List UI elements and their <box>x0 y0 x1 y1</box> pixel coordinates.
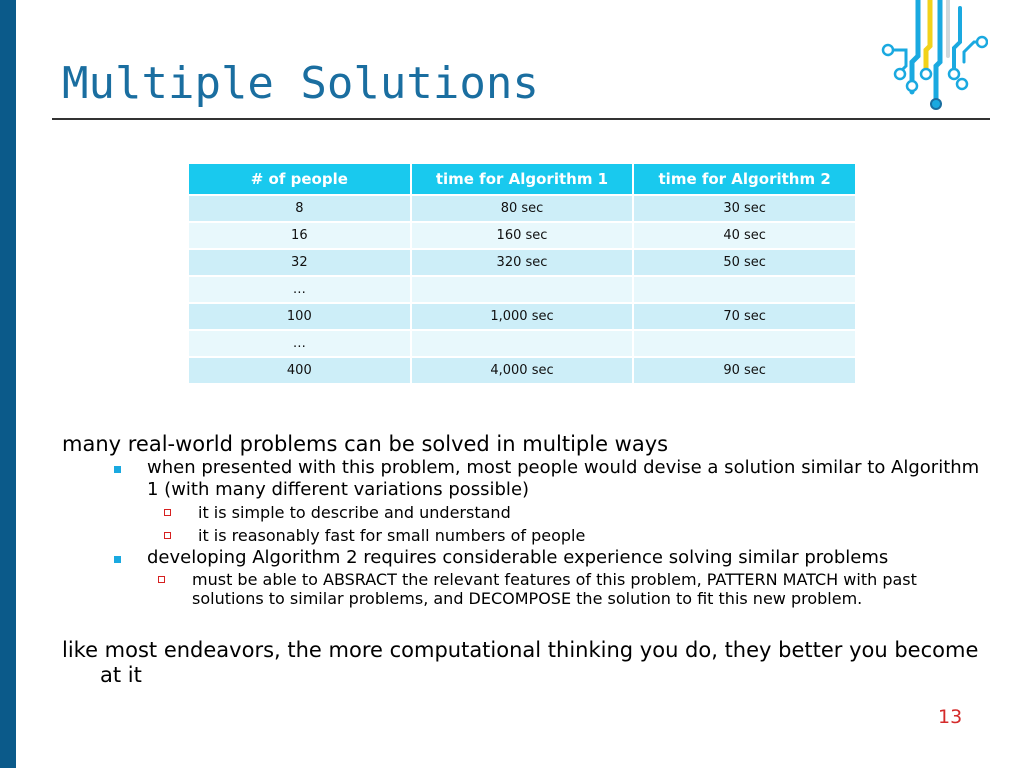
hollow-square-bullet-icon <box>158 576 165 583</box>
cell-people: 400 <box>188 357 411 384</box>
cell-people: … <box>188 276 411 303</box>
cell-algorithm-1 <box>411 330 634 357</box>
page-number: 13 <box>938 706 963 728</box>
hollow-square-bullet-icon <box>164 532 171 539</box>
slide-title: Multiple Solutions <box>62 58 539 109</box>
cell-algorithm-1: 160 sec <box>411 222 634 249</box>
cell-algorithm-2: 50 sec <box>633 249 856 276</box>
cell-algorithm-2 <box>633 276 856 303</box>
bullet-sub <box>62 457 982 501</box>
left-accent-bar <box>0 0 16 768</box>
table-row <box>188 222 856 249</box>
bullet-content <box>62 432 982 688</box>
hollow-square-bullet-icon <box>164 509 171 516</box>
table-row <box>188 276 856 303</box>
bullet-sub <box>62 547 982 569</box>
table-row <box>188 195 856 222</box>
title-divider <box>52 118 990 120</box>
cell-algorithm-2: 40 sec <box>633 222 856 249</box>
bullet-main: many real-world problems can be solved in multiple ways <box>62 432 669 456</box>
bullet-sub-item-text: must be able to ABSRACT the relevant features of this problem, PATTERN MATCH with past solutions to similar problems, and DECOMPOSE the solution to fit this new problem. <box>192 570 917 608</box>
square-bullet-icon <box>114 556 121 563</box>
bullet-sub-item-text: it is reasonably fast for small numbers of people <box>198 526 586 545</box>
square-bullet-icon <box>114 466 121 473</box>
cell-algorithm-2: 30 sec <box>633 195 856 222</box>
cell-algorithm-1: 80 sec <box>411 195 634 222</box>
bullet-sub-item-text: it is simple to describe and understand <box>198 503 511 522</box>
header-algorithm-2: time for Algorithm 2 <box>633 163 856 195</box>
cell-algorithm-1 <box>411 276 634 303</box>
cell-algorithm-1: 1,000 sec <box>411 303 634 330</box>
cell-people: 100 <box>188 303 411 330</box>
cell-algorithm-1: 4,000 sec <box>411 357 634 384</box>
algorithm-timing-table <box>187 162 857 385</box>
cell-algorithm-2: 90 sec <box>633 357 856 384</box>
cell-algorithm-1: 320 sec <box>411 249 634 276</box>
cell-algorithm-2: 70 sec <box>633 303 856 330</box>
cell-algorithm-2 <box>633 330 856 357</box>
cell-people: 16 <box>188 222 411 249</box>
table-row <box>188 330 856 357</box>
cell-people: 8 <box>188 195 411 222</box>
header-algorithm-1: time for Algorithm 1 <box>411 163 634 195</box>
circuit-logo-icon <box>878 0 988 115</box>
bullet-sub-text: developing Algorithm 2 requires considerable experience solving similar problems <box>147 547 889 568</box>
table-row <box>188 249 856 276</box>
bullet-sub-item <box>62 526 982 545</box>
bullet-sub-text: when presented with this problem, most people would devise a solution similar to Algorithm 1 (with many different variations possible) <box>147 457 980 500</box>
table-row <box>188 357 856 384</box>
bullet-sub-item <box>62 570 982 608</box>
table-row <box>188 303 856 330</box>
cell-people: 32 <box>188 249 411 276</box>
bullet-sub-item <box>62 503 982 522</box>
cell-people: … <box>188 330 411 357</box>
header-people: # of people <box>188 163 411 195</box>
table-header-row <box>188 163 856 195</box>
bullet-main: like most endeavors, the more computational thinking you do, they better you become at it <box>62 638 979 687</box>
